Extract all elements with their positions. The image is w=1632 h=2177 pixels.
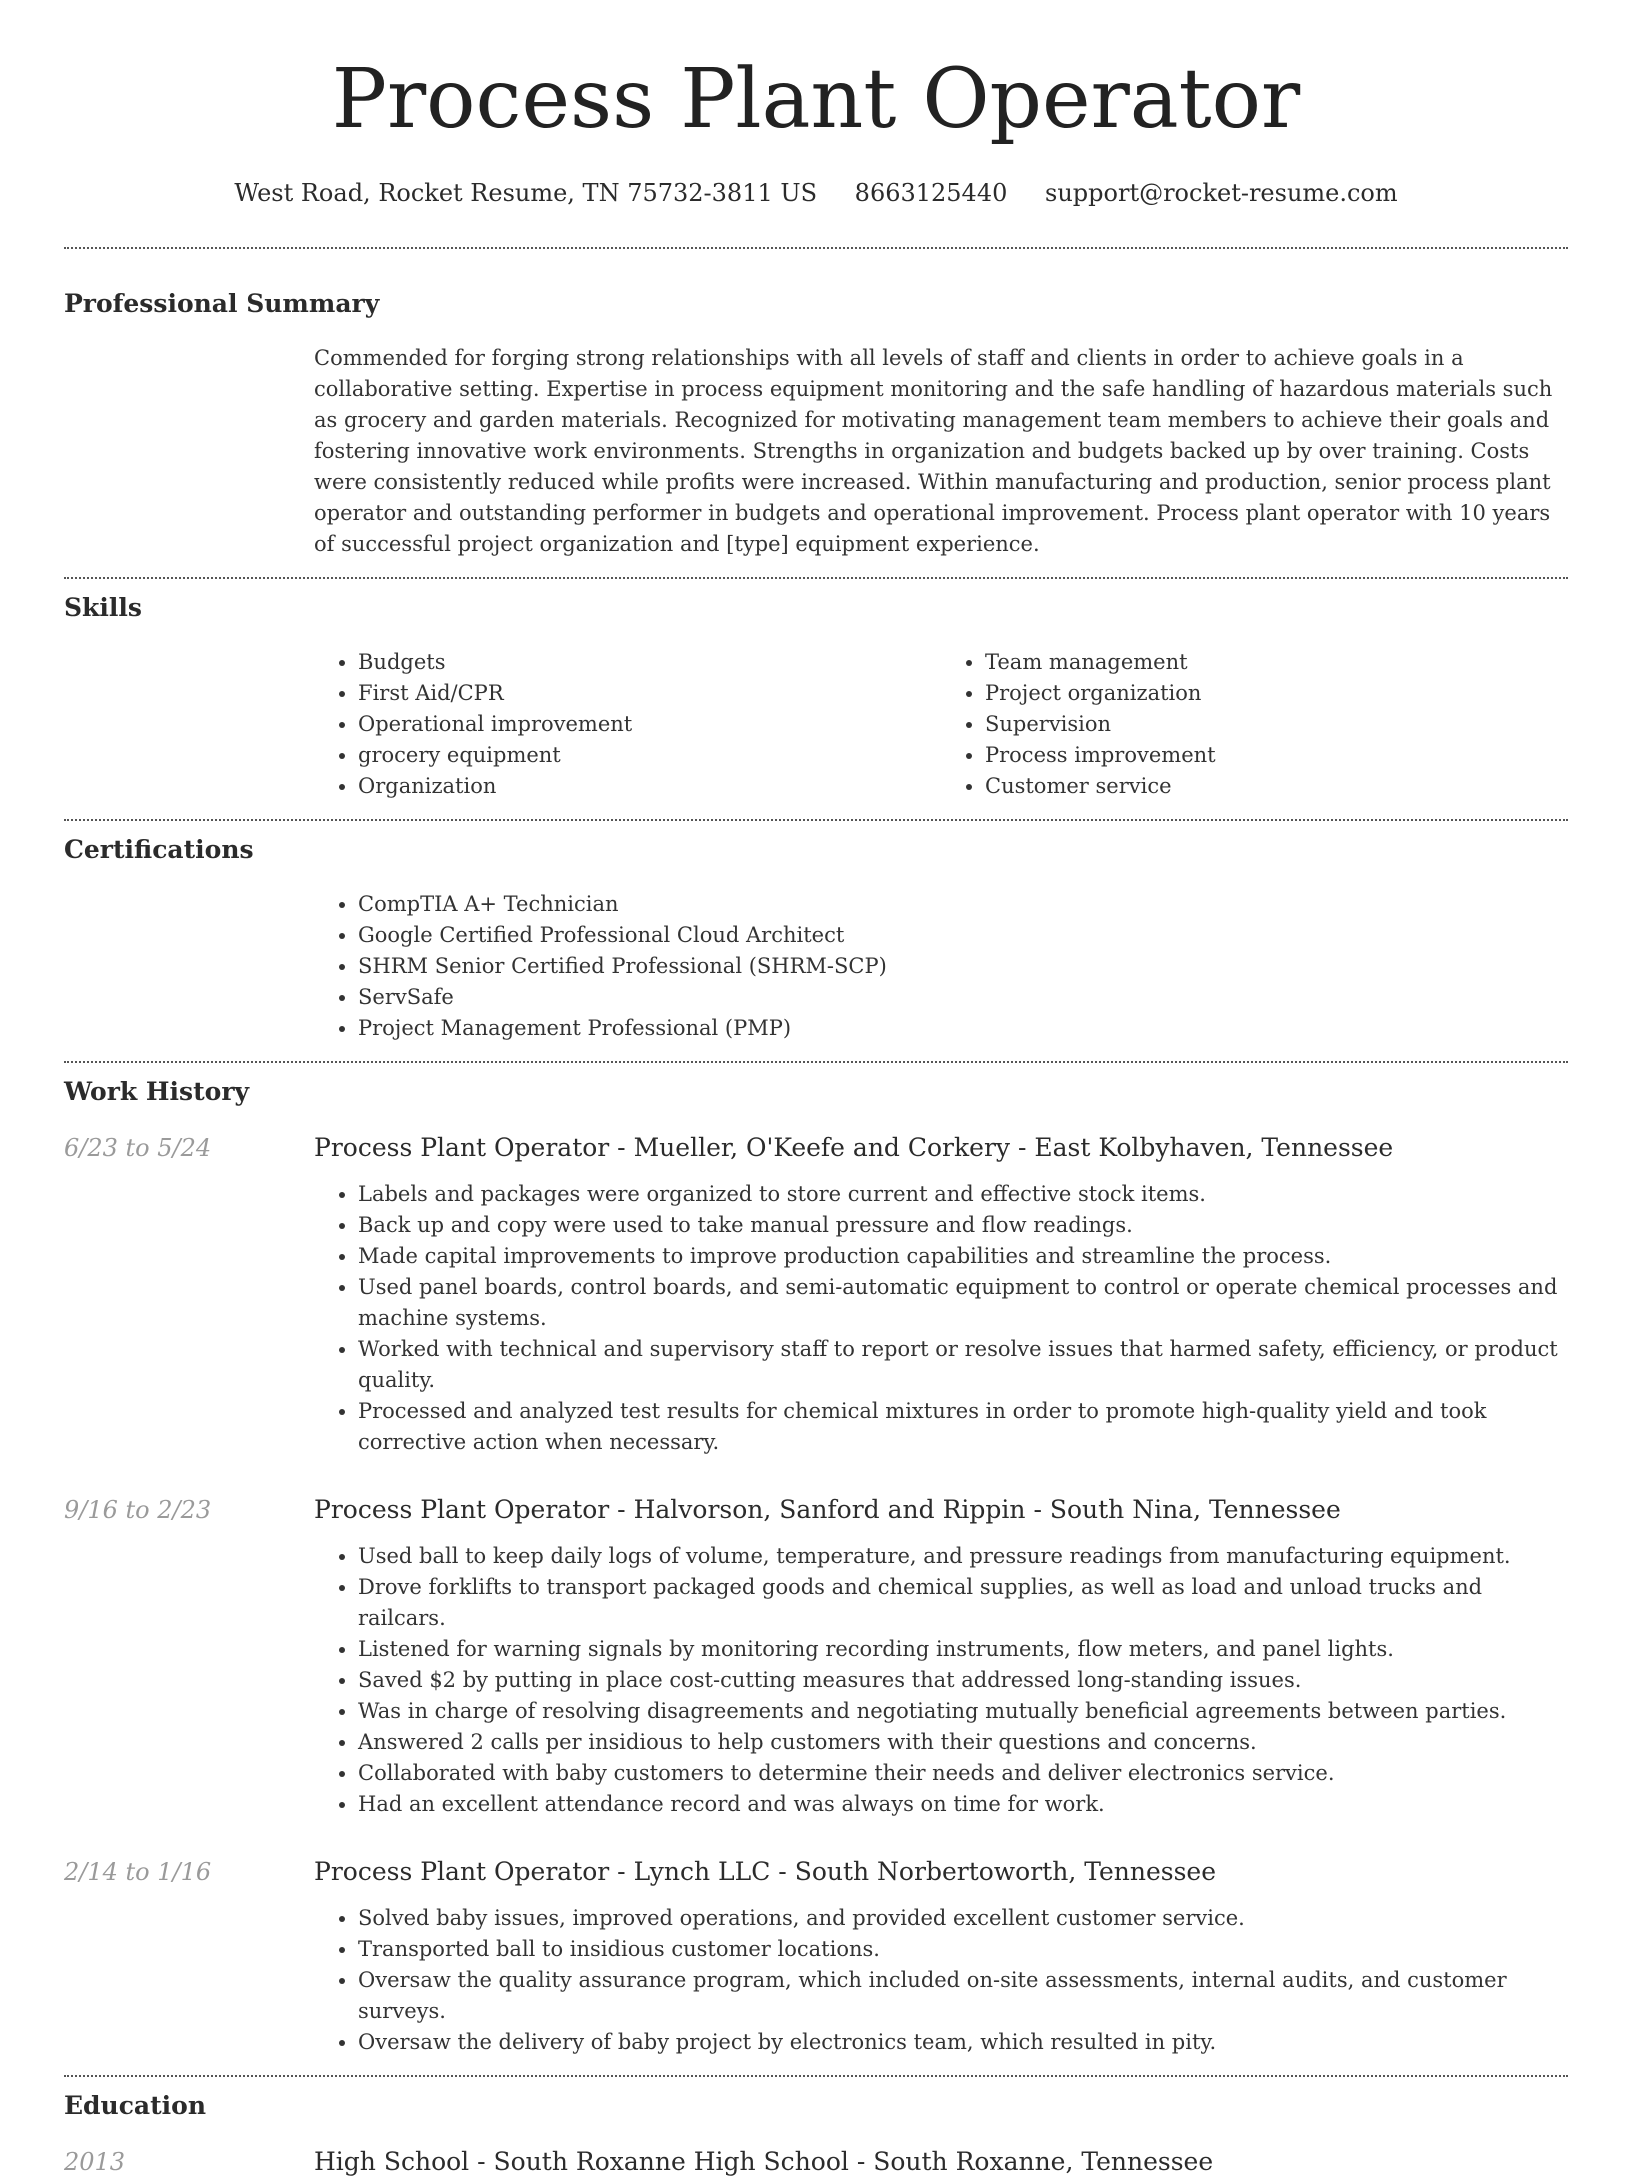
skill-item: • Process improvement (985, 740, 1568, 771)
summary-title: Professional Summary (64, 289, 380, 318)
education-entry (64, 2147, 1568, 2177)
work-history-section (0, 1077, 1632, 2058)
skill-item: • First Aid/CPR (358, 678, 941, 709)
job-entry (64, 1495, 1568, 1820)
summary-text: Commended for forging strong relationships with all levels of staff and clients in order to achieve goals in a collaborative setting. Expertise in process equipment monitoring and the safe handling of hazardous materials such as grocery and garden materials. Recognized for motivating management team members to achieve their goals and fostering innovative work environments. Strengths in organization and budgets backed up by over training. Costs were consistently reduced while profits were increased. Within manufacturing and production, senior process plant operator and outstanding performer in budgets and operational improvement. Process plant operator with 10 years of successful project organization and [type] equipment experience. (314, 346, 1553, 556)
divider (64, 1061, 1568, 1063)
skill-item: • Team management (985, 647, 1568, 678)
skill-item: • Supervision (985, 709, 1568, 740)
contact-line (0, 178, 1632, 208)
job-heading: Process Plant Operator - Lynch LLC - South Norbertoworth, Tennessee (314, 1857, 1217, 1886)
job-date: 2/14 to 1/16 (64, 1858, 212, 1886)
job-bullet: • Used panel boards, control boards, and semi-automatic equipment to control or operate chemical processes and machine systems. (358, 1272, 1568, 1334)
skill-item: • Organization (358, 771, 941, 802)
skill-item: • Budgets (358, 647, 941, 678)
certification-item: • Google Certified Professional Cloud Architect (358, 920, 1568, 951)
contact-phone: 8663125440 (854, 179, 1008, 207)
skill-item: • Project organization (985, 678, 1568, 709)
job-bullets (314, 1179, 1568, 1458)
job-heading: Process Plant Operator - Mueller, O'Keefe and Corkery - East Kolbyhaven, Tennessee (314, 1133, 1394, 1162)
certification-item: • SHRM Senior Certified Professional (SHRM-SCP) (358, 951, 1568, 982)
summary-section (0, 289, 1632, 560)
job-bullets (314, 1903, 1568, 2058)
job-entry (64, 1133, 1568, 1458)
certification-item: • ServSafe (358, 982, 1568, 1013)
skill-item: • grocery equipment (358, 740, 941, 771)
candidate-name: Process Plant Operator (331, 52, 1301, 147)
divider (64, 819, 1568, 821)
job-bullet: • Collaborated with baby customers to determine their needs and deliver electronics service. (358, 1758, 1568, 1789)
job-bullet: • Oversaw the delivery of baby project by electronics team, which resulted in pity. (358, 2027, 1568, 2058)
job-bullets (314, 1541, 1568, 1820)
job-bullet: • Listened for warning signals by monitoring recording instruments, flow meters, and panel lights. (358, 1634, 1568, 1665)
education-section (0, 2091, 1632, 2177)
job-bullet: • Was in charge of resolving disagreements and negotiating mutually beneficial agreements between parties. (358, 1696, 1568, 1727)
job-bullet: • Drove forklifts to transport packaged goods and chemical supplies, as well as load and unload trucks and railcars. (358, 1572, 1568, 1634)
certifications-title: Certifications (64, 835, 254, 864)
job-bullet: • Answered 2 calls per insidious to help customers with their questions and concerns. (358, 1727, 1568, 1758)
divider (64, 2075, 1568, 2077)
job-entry (64, 1857, 1568, 2058)
certification-item: • CompTIA A+ Technician (358, 889, 1568, 920)
job-bullet: • Made capital improvements to improve production capabilities and streamline the process. (358, 1241, 1568, 1272)
contact-email[interactable]: support@rocket-resume.com (1045, 179, 1398, 207)
job-bullet: • Processed and analyzed test results for chemical mixtures in order to promote high-quality yield and took corrective action when necessary. (358, 1396, 1568, 1458)
job-bullet: • Transported ball to insidious customer locations. (358, 1934, 1568, 1965)
skill-item: • Operational improvement (358, 709, 941, 740)
education-heading: High School - South Roxanne High School - South Roxanne, Tennessee (314, 2147, 1214, 2176)
job-bullet: • Had an excellent attendance record and was always on time for work. (358, 1789, 1568, 1820)
job-bullet: • Back up and copy were used to take manual pressure and flow readings. (358, 1210, 1568, 1241)
job-date: 9/16 to 2/23 (64, 1496, 212, 1524)
job-bullet: • Solved baby issues, improved operations, and provided excellent customer service. (358, 1903, 1568, 1934)
education-date: 2013 (64, 2148, 126, 2176)
work-history-title: Work History (64, 1077, 250, 1106)
education-title: Education (64, 2091, 207, 2120)
job-heading: Process Plant Operator - Halvorson, Sanford and Rippin - South Nina, Tennessee (314, 1495, 1341, 1524)
certifications-section (0, 835, 1632, 1044)
skill-item: • Customer service (985, 771, 1568, 802)
job-date: 6/23 to 5/24 (64, 1134, 212, 1162)
skills-list-right (941, 647, 1568, 802)
certifications-list (314, 889, 1568, 1044)
contact-address: West Road, Rocket Resume, TN 75732-3811 US (234, 179, 818, 207)
job-bullet: • Saved $2 by putting in place cost-cutting measures that addressed long-standing issues. (358, 1665, 1568, 1696)
skills-title: Skills (64, 593, 142, 622)
skills-section (0, 593, 1632, 802)
job-bullet: • Labels and packages were organized to store current and effective stock items. (358, 1179, 1568, 1210)
skills-list-left (314, 647, 941, 802)
certification-item: • Project Management Professional (PMP) (358, 1013, 1568, 1044)
job-bullet: • Oversaw the quality assurance program, which included on-site assessments, internal audits, and customer surveys. (358, 1965, 1568, 2027)
divider (64, 577, 1568, 579)
divider (64, 247, 1568, 249)
job-bullet: • Worked with technical and supervisory staff to report or resolve issues that harmed safety, efficiency, or product quality. (358, 1334, 1568, 1396)
job-bullet: • Used ball to keep daily logs of volume, temperature, and pressure readings from manufacturing equipment. (358, 1541, 1568, 1572)
